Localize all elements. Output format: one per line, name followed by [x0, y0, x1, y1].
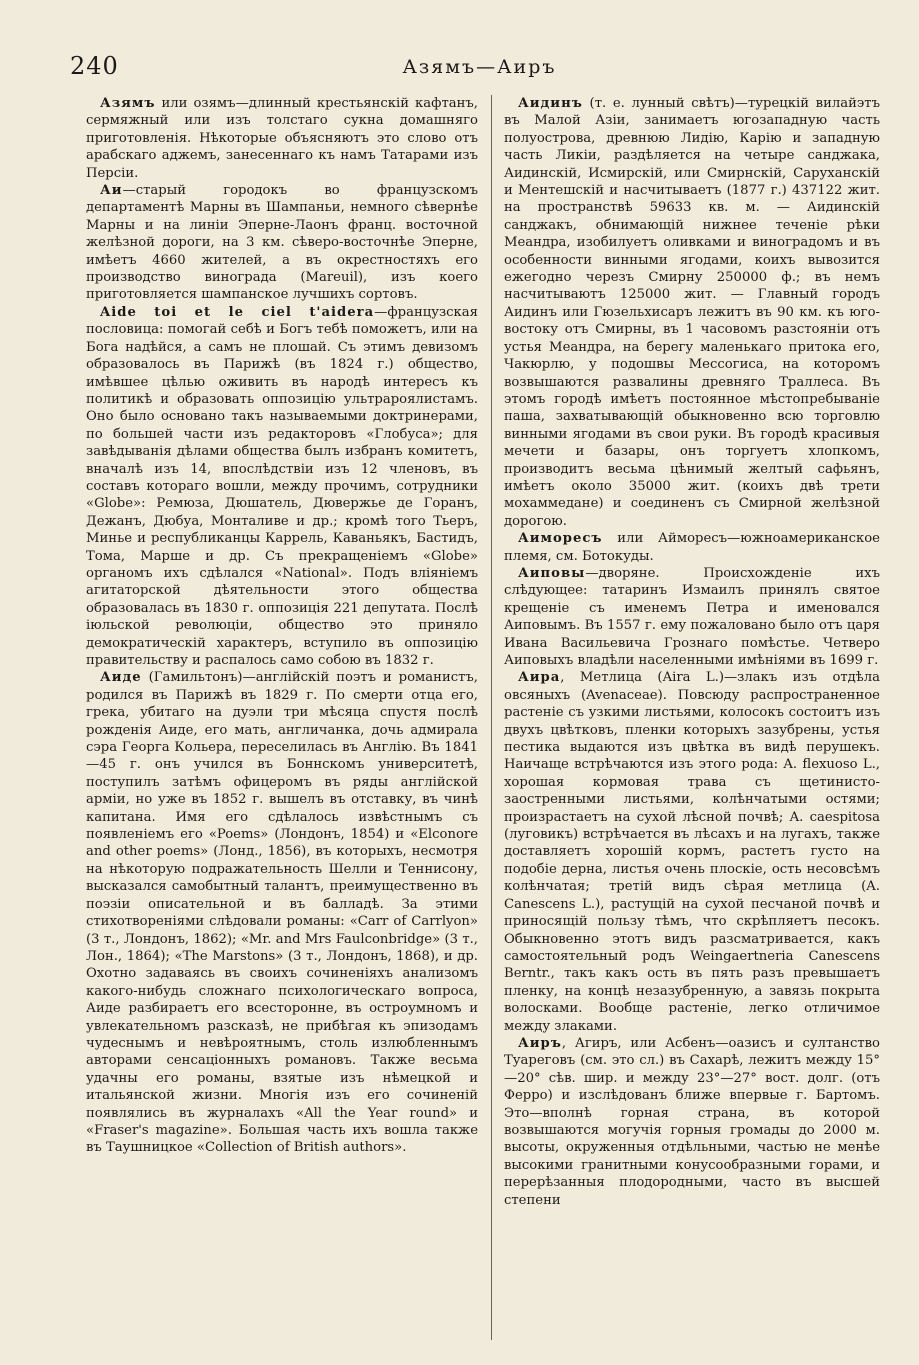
entry-text: (т. е. лунный свѣтъ)—турецкій вилайэтъ въ Малой Азіи, занимаетъ югозападную часть полуострова, древнюю Лидію, Карію и западную часть Ликіи, раздѣляется на четыре санджака, Аидинскій, Исмирскій, или Смирнскій, Саруханскій и Ментешскій и насчитываетъ (1877 г.) 437122 жит. на пространствѣ 59633 кв. м. — Аидинскій санджакъ, обнимающій нижнее теченіе рѣки Меандра, изобилуетъ оливками и виноградомъ и въ особенности винными ягодами, коихъ вывозится ежегодно черезъ Смирну 250000 ф.; въ немъ насчитываютъ 125000 жит. — Главный городъ Аидинъ или Гюзельхисаръ лежитъ въ 90 км. къ юго-востоку отъ Смирны, въ 1 часовомъ разстояніи отъ устья Меандра, на берегу маленькаго притока его, Чакюрлю, у подошвы Мессогиса, на которомъ возвышаются развалины древняго Траллеса. Въ этомъ городѣ имѣетъ постоянное мѣстопребываніе паша, захватывающій обыкновенно всю торговлю винными ягодами въ свои руки. Въ городѣ красивыя мечети и базары, онъ торгуетъ хлопкомъ, производитъ весьма цѣнимый желтый сафьянъ, имѣетъ около 35000 жит. (коихъ двѣ трети мохаммедане) и соединенъ съ Смирной желѣзной дорогою.: [504, 96, 880, 529]
dictionary-entry: [86, 182, 478, 304]
entry-headword: Аиповы: [518, 565, 586, 581]
entry-text: или озямъ—длинный крестьянскій кафтанъ, сермяжный или изъ толстаго сукна домашняго приготовленія. Нѣкоторые объясняютъ это слово отъ арабскаго аджемъ, занесеннаго къ намъ Татарами изъ Персіи.: [86, 96, 478, 181]
entry-text: —старый городокъ во французскомъ департаментѣ Марны въ Шампаньи, немного сѣвернѣе Марны и на линіи Эперне-Лаонъ франц. восточной желѣзной дороги, на 3 км. сѣверо-восточнѣе Эперне, имѣетъ 4660 жителей, а въ окрестностяхъ его производство винограда (Mareuil), изъ коего приготовляется шампанское лучшихъ сортовъ.: [86, 183, 478, 303]
dictionary-entry: [504, 95, 880, 530]
entry-text: —французская пословица: помогай себѣ и Богъ тебѣ поможетъ, или на Бога надѣйся, а самъ не плошай. Съ этимъ девизомъ образовалось въ Парижѣ (въ 1824 г.) общество, имѣвшее цѣлью оживить въ народѣ интересъ къ политикѣ и образовать оппозицію ультрароялистамъ. Оно было основано такъ называемыми доктринерами, по большей части изъ редакторовъ «Глобуса»; для завѣдыванія дѣлами общества былъ избранъ комитетъ, вначалѣ изъ 14, впослѣдствіи изъ 12 членовъ, въ составъ котораго вошли, между прочимъ, сотрудники «Globe»: Ремюза, Дюшатель, Дювержье де Горанъ, Дежанъ, Дюбуа, Монталиве и др.; кромѣ того Тьеръ, Минье и республиканцы Каррель, Каваньякъ, Бастидъ, Тома, Марше и др. Съ прекращеніемъ «Globe» органомъ ихъ сдѣлался «National». Подъ вліяніемъ агитаторской дѣятельности этого общества образовалась въ 1830 г. оппозиція 221 депутата. Послѣ іюльской революціи, общество это приняло демократическій характеръ, вступило въ оппозицію правительству и распалось само собою въ 1832 г.: [86, 304, 478, 668]
running-head: Азямъ—Аиръ: [402, 56, 557, 78]
page-number: 240: [70, 52, 119, 80]
dictionary-entry: [86, 669, 478, 1156]
dictionary-entry: [504, 1035, 880, 1209]
dictionary-entry: [504, 530, 880, 565]
entry-headword: Аи: [100, 183, 123, 199]
entry-headword: Аиде: [100, 670, 142, 686]
entry-text: или Айморесъ—южноамериканское племя, см. Ботокуды.: [504, 531, 880, 564]
entry-headword: Азямъ: [100, 96, 156, 111]
entry-text: , Метлица (Aira L.)—злакъ изъ отдѣла овсяныхъ (Avenaceae). Повсюду распространенное растеніе съ узкими листьями, колосокъ состоитъ изъ двухъ цвѣтковъ, пленки которыхъ зазубрены, устья пестика выдаются изъ цвѣтка въ видѣ перушекъ. Наичаще встрѣчаются изъ этого рода: A. flexuoso L., хорошая кормовая трава съ щетинисто-заостренными листьями, колѣнчатыми остями; произрастаетъ на сухой лѣсной почвѣ; A. caespitosa (луговикъ) встрѣчается въ лѣсахъ и на лугахъ, также доставляетъ хорошій кормъ, растетъ густо на подобіе дерна, листья очень плоскіе, ость несовсѣмъ колѣнчатая; третій видъ сѣрая метлица (A. Canescens L.), растущій на сухой песчаной почвѣ и приносящій пользу тѣмъ, что скрѣпляетъ песокъ. Обыкновенно этотъ видъ разсматривается, какъ самостоятельный родъ Weingaertneria Canescens Berntr., такъ какъ ость въ пять разъ превышаетъ пленку, на концѣ незазубренную, а завязь покрыта волосками. Вообще растеніе, легко отличимое между злаками.: [504, 670, 880, 1034]
entry-text: , Агиръ, или Асбенъ—оазисъ и султанство Туареговъ (см. это сл.) въ Сахарѣ, лежитъ между 15°—20° сѣв. шир. и между 23°—27° вост. долг. (отъ Ферро) и изслѣдованъ ближе впервые г. Бартомъ. Это—вполнѣ горная страна, въ которой возвышаются могучія горныя громады до 2000 м. высоты, окруженныя отдѣльными, частью не менѣе высокими гранитными конусообразными горами, и перерѣзанныя плодородными, часто въ высшей степени: [504, 1035, 880, 1208]
entry-headword: Aide toi et le ciel t'aidera: [100, 304, 375, 320]
entry-text: (Гамильтонъ)—англійскій поэтъ и романистъ, родился въ Парижѣ въ 1829 г. По смерти отца его, грека, убитаго на дуэли три мѣсяца спустя послѣ рожденія Аиде, его мать, англичанка, дочь адмирала сэра Георга Кольера, переселилась въ Англію. Въ 1841—45 г. онъ учился въ Боннскомъ университетѣ, поступилъ затѣмъ офицеромъ въ ряды англійской арміи, но уже въ 1852 г. вышелъ въ отставку, въ чинѣ капитана. Имя его сдѣлалось извѣстнымъ съ появленіемъ его «Poems» (Лондонъ, 1854) и «Elconore and other poems» (Лонд., 1856), въ которыхъ, несмотря на нѣкоторую подражательность Шелли и Теннисону, высказался самобытный талантъ, преимущественно въ поэзіи описательной и въ балладѣ. За этими стихотвореніями слѣдовали романы: «Carr of Carrlyon» (3 т., Лондонъ, 1862); «Mr. and Mrs Faulconbridge» (3 т., Лон., 1864); «The Marstons» (3 т., Лондонъ, 1868), и др. Охотно задаваясь въ своихъ сочиненіяхъ анализомъ какого-нибудь сложнаго психологическаго вопроса, Аиде разбираетъ его всесторонне, въ остроумномъ и увлекательномъ разсказѣ, не прибѣгая къ эпизодамъ чудеснымъ и невѣроятнымъ, столь излюбленнымъ авторами сенсаціонныхъ романовъ. Также весьма удачны его романы, взятые изъ нѣмецкой и итальянской жизни. Многія изъ его сочиненій появлялись въ журналахъ «All the Year round» и «Fraser's magazine». Большая часть ихъ вошла также въ Таушницкое «Collection of British authors».: [86, 670, 478, 1156]
entry-headword: Аира: [518, 670, 561, 686]
right-column: [504, 95, 880, 1209]
dictionary-entry: [86, 304, 478, 670]
left-column: [86, 95, 478, 1157]
entry-text: —дворяне. Происхожденіе ихъ слѣдующее: татаринъ Измаилъ принялъ святое крещеніе съ именемъ Петра и именовался Аиповымъ. Въ 1557 г. ему пожаловано было отъ царя Ивана Васильевича Грознаго помѣстье. Четверо Аиповыхъ владѣли населенными имѣніями въ 1699 г.: [504, 565, 880, 668]
entry-headword: Аиръ: [518, 1035, 562, 1051]
dictionary-entry: [504, 565, 880, 669]
column-divider: [491, 95, 492, 1340]
entry-headword: Аидинъ: [518, 96, 583, 111]
dictionary-entry: [86, 95, 478, 182]
entry-headword: Аиморесъ: [518, 531, 603, 547]
dictionary-entry: [504, 669, 880, 1035]
